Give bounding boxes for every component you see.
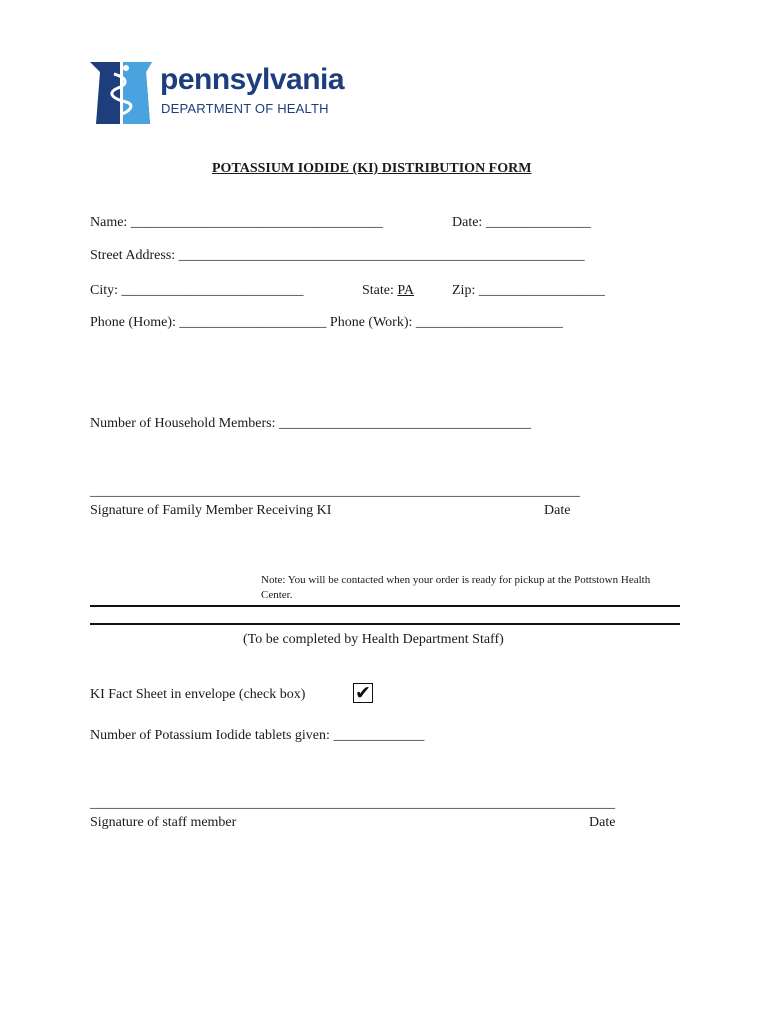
form-title: POTASSIUM IODIDE (KI) DISTRIBUTION FORM: [212, 161, 532, 176]
state-value: PA: [397, 283, 415, 298]
divider-top: [90, 605, 680, 607]
staff-signature-line[interactable]: ___________________________________________________________________________: [90, 796, 615, 811]
fact-sheet-checkbox[interactable]: ✔: [353, 683, 373, 703]
divider-bottom: [90, 623, 680, 625]
city-field[interactable]: City: __________________________: [90, 283, 304, 298]
phone-fields[interactable]: Phone (Home): _____________________ Phone (Work): _____________________: [90, 315, 563, 330]
household-members-field[interactable]: Number of Household Members: ____________________________________: [90, 416, 531, 431]
family-signature-line[interactable]: ______________________________________________________________________: [90, 484, 580, 499]
state-label: State:: [362, 283, 398, 298]
family-signature-label: Signature of Family Member Receiving KI: [90, 503, 332, 518]
logo-wordmark: pennsylvania: [160, 63, 345, 96]
street-address-field[interactable]: Street Address: __________________________________________________________: [90, 248, 585, 263]
keystone-caduceus-icon: [88, 58, 154, 126]
name-field[interactable]: Name: ____________________________________: [90, 215, 383, 230]
staff-section-heading: (To be completed by Health Department Staff): [243, 632, 504, 647]
staff-signature-date-label: Date: [589, 815, 616, 830]
pa-health-logo: [88, 58, 358, 128]
date-field[interactable]: Date: _______________: [452, 215, 591, 230]
state-field[interactable]: [362, 283, 414, 299]
staff-signature-label: Signature of staff member: [90, 815, 237, 830]
tablets-given-field[interactable]: Number of Potassium Iodide tablets given: _____________: [90, 728, 425, 743]
fact-sheet-label: KI Fact Sheet in envelope (check box): [90, 687, 306, 702]
zip-field[interactable]: Zip: __________________: [452, 283, 605, 298]
logo-subtitle: DEPARTMENT OF HEALTH: [161, 101, 329, 116]
family-signature-date-label: Date: [544, 503, 571, 518]
pickup-note: Note: You will be contacted when your order is ready for pickup at the Pottstown Health Center.: [261, 574, 651, 601]
